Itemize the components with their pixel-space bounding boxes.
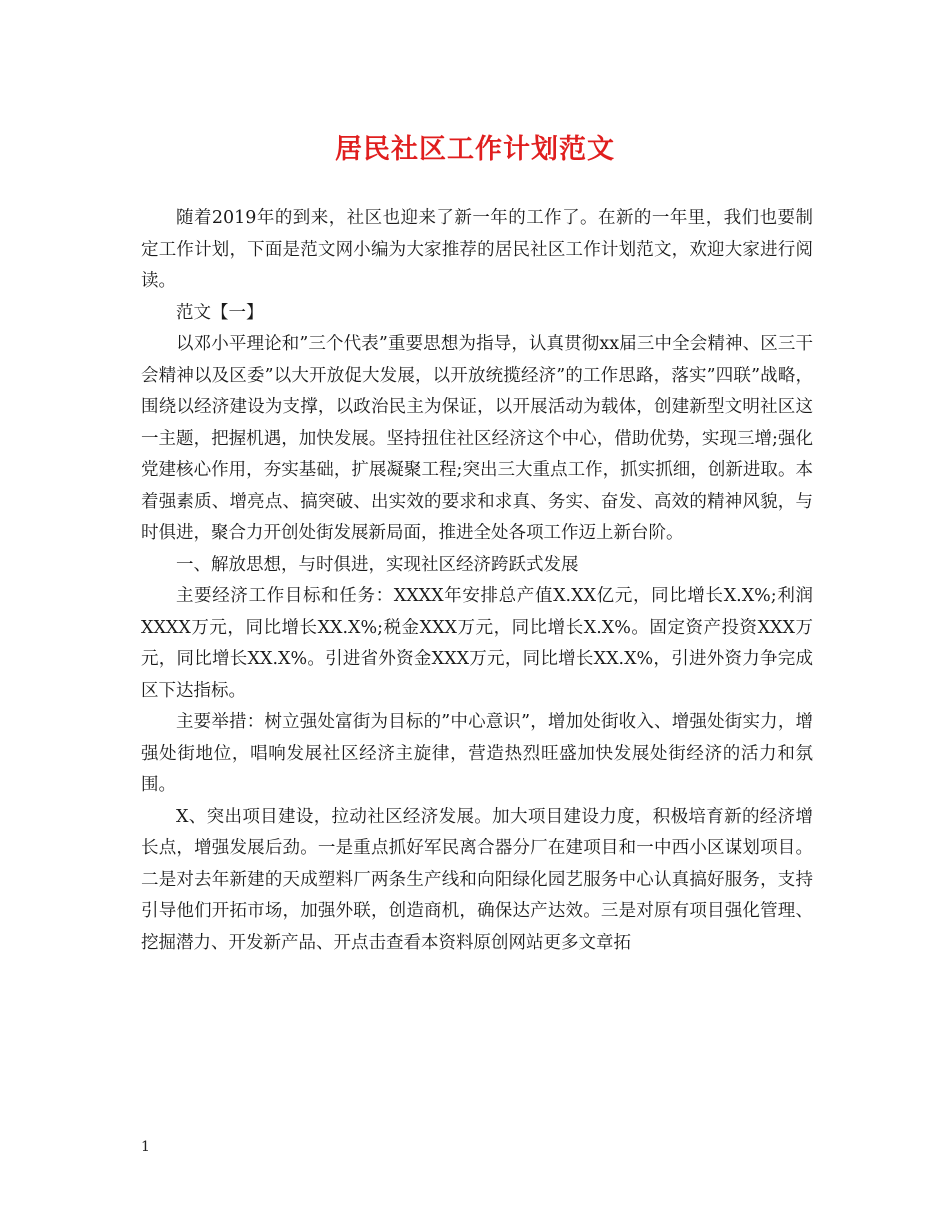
main-measures-paragraph: 主要举措：树立强处富街为目标的”中心意识”，增加处街收入、增强处街实力，增强处街地位，唱响发展社区经济主旋律，营造热烈旺盛加快发展处街经济的活力和氛围。 <box>141 712 813 795</box>
economic-targets-paragraph: 主要经济工作目标和任务：XXXX年安排总产值X.XX亿元，同比增长X.X%;利润XXXX万元，同比增长XX.X%;税金XXX万元，同比增长X.X%。固定资产投资XXX万元，同比增长XX.X%。引进省外资金XXX万元，同比增长XX.X%，引进外资力争完成区下达指标。 <box>141 586 813 701</box>
guiding-principles-paragraph: 以邓小平理论和”三个代表”重要思想为指导，认真贯彻xx届三中全会精神、区三干会精神以及区委”以大开放促大发展，以开放统揽经济”的工作思路，落实”四联”战略，围绕以经济建设为支撑，以政治民主为保证，以开展活动为载体，创建新型文明社区这一主题，把握机遇，加快发展。坚持扭住社区经济这个中心，借助优势，实现三增;强化党建核心作用，夯实基础，扩展凝聚工程;突出三大重点工作，抓实抓细，创新进取。本着强素质、增亮点、搞突破、出实效的要求和求真、务实、奋发、高效的精神风貌，与时俱进，聚合力开创处街发展新局面，推进全处各项工作迈上新台阶。 <box>141 334 813 543</box>
page-number: 1 <box>141 1139 150 1155</box>
project-construction-paragraph: X、突出项目建设，拉动社区经济发展。加大项目建设力度，积极培育新的经济增长点，增强发展后劲。一是重点抓好军民离合器分厂在建项目和一中西小区谋划项目。二是对去年新建的天成塑料厂两条生产线和向阳绿化园艺服务中心认真搞好服务，支持引导他们开拓市场，加强外联，创造商机，确保达产达效。三是对原有项目强化管理、挖掘潜力、开发新产品、开点击查看本资料原创网站更多文章拓 <box>141 806 813 953</box>
section-heading-sample-one: 范文【一】 <box>176 302 264 323</box>
document-body <box>141 203 813 959</box>
section-heading-economy: 一、解放思想，与时俱进，实现社区经济跨跃式发展 <box>176 554 579 575</box>
page-title: 居民社区工作计划范文 <box>335 134 615 165</box>
intro-paragraph: 随着2019年的到来，社区也迎来了新一年的工作了。在新的一年里，我们也要制定工作计划，下面是范文网小编为大家推荐的居民社区工作计划范文，欢迎大家进行阅读。 <box>141 208 813 291</box>
